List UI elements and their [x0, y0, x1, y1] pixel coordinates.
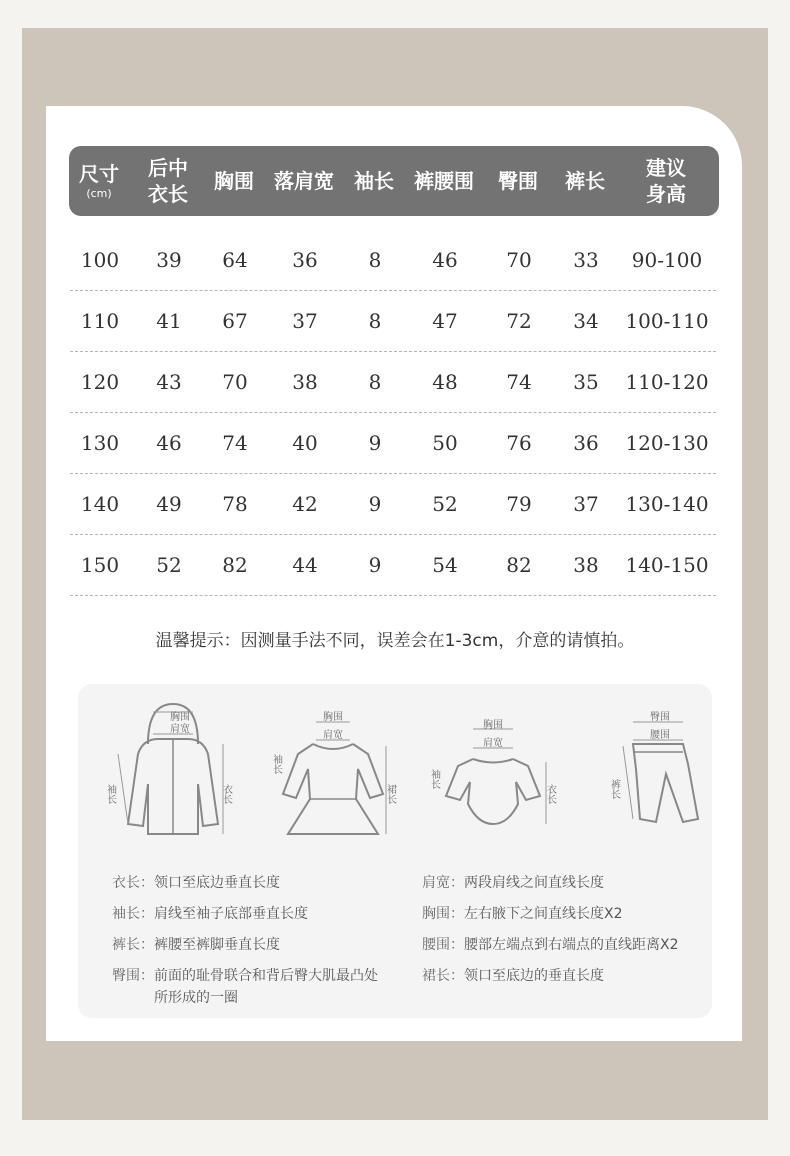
definition-key: 胸围：: [422, 906, 464, 922]
table-cell: 150: [80, 553, 120, 577]
table-row: [70, 474, 716, 535]
definition-text: 裤腰至裤脚垂直长度: [154, 937, 280, 953]
measurement-notice: 温馨提示：因测量手法不同，误差会在1-3cm，介意的请慎拍。: [155, 631, 635, 651]
definition-text: 两段肩线之间直线长度: [464, 875, 604, 891]
header-line2: 衣长: [148, 182, 188, 206]
table-cell: 37: [292, 309, 318, 333]
table-cell: 130-140: [625, 492, 709, 516]
table-cell: 74: [222, 431, 248, 455]
table-cell: 100: [80, 248, 120, 272]
table-cell: 33: [573, 248, 599, 272]
table-cell: 82: [222, 553, 248, 577]
header-cell: [545, 146, 625, 216]
header-line2: (cm): [86, 187, 112, 200]
definition-key: 肩宽：: [422, 875, 464, 891]
table-cell: 40: [292, 431, 318, 455]
table-cell: 74: [506, 370, 532, 394]
jacket-chest-label: 胸围: [170, 712, 190, 723]
table-row: [70, 230, 716, 291]
table-cell: 36: [292, 248, 318, 272]
table-cell: 46: [156, 431, 182, 455]
table-cell: 41: [156, 309, 182, 333]
definition-key: 衣长：: [112, 875, 154, 891]
table-row: [70, 291, 716, 352]
header-cell: [404, 146, 484, 216]
definition-item: [112, 965, 378, 1009]
table-cell: 47: [432, 309, 458, 333]
header-line1: 尺寸: [79, 162, 119, 186]
header-line1: 落肩宽: [274, 169, 334, 193]
definition-item: [422, 903, 623, 925]
table-cell: 110: [80, 309, 120, 333]
definition-key: 裙长：: [422, 968, 464, 984]
table-cell: 100-110: [625, 309, 709, 333]
romper-icon: [418, 684, 568, 844]
header-cell: [626, 146, 706, 216]
header-line1: 臀围: [498, 169, 538, 193]
table-cell: 78: [222, 492, 248, 516]
definition-text: 腰部左端点到右端点的直线距离X2: [464, 937, 679, 953]
table-header: [69, 146, 719, 216]
header-line1: 后中: [148, 156, 188, 180]
table-cell: 8: [368, 370, 382, 394]
table-cell: 110-120: [625, 370, 709, 394]
definition-key: 臀围：: [112, 968, 154, 984]
definition-text: 领口至底边的垂直长度: [464, 968, 604, 984]
dress-shoulder-label: 肩宽: [323, 730, 343, 741]
table-cell: 120-130: [625, 431, 709, 455]
table-cell: 48: [432, 370, 458, 394]
pants-length-label: 裤长: [608, 779, 620, 799]
definition-text: 领口至底边垂直长度: [154, 875, 280, 891]
hooded-jacket-figure: [98, 684, 238, 844]
table-cell: 120: [80, 370, 120, 394]
header-line1: 裤长: [565, 169, 605, 193]
table-cell: 36: [573, 431, 599, 455]
table-cell: 52: [156, 553, 182, 577]
dress-sleeve-label: 袖长: [270, 754, 282, 774]
table-cell: 130: [80, 431, 120, 455]
header-line2: 身高: [646, 182, 686, 206]
jacket-shoulder-label: 肩宽: [170, 724, 190, 735]
dress-chest-label: 胸围: [323, 712, 343, 723]
definition-item: [112, 903, 308, 925]
table-cell: 72: [506, 309, 532, 333]
header-line1: 裤腰围: [414, 169, 474, 193]
table-cell: 42: [292, 492, 318, 516]
table-cell: 140: [80, 492, 120, 516]
definition-item: [422, 872, 604, 894]
table-cell: 67: [222, 309, 248, 333]
definition-text: 肩线至袖子底部垂直长度: [154, 906, 308, 922]
romper-sleeve-label: 袖长: [428, 769, 440, 789]
definition-text: 前面的耻骨联合和背后臀大肌最凸处: [154, 968, 378, 984]
table-cell: 9: [368, 553, 382, 577]
header-line1: 袖长: [354, 169, 394, 193]
pants-hip-label: 臀围: [650, 712, 670, 723]
definition-text: 左右腋下之间直线长度X2: [464, 906, 623, 922]
dress-length-label: 裙长: [384, 784, 396, 804]
table-cell: 46: [432, 248, 458, 272]
table-cell: 35: [573, 370, 599, 394]
table-row: [70, 352, 716, 413]
table-cell: 44: [292, 553, 318, 577]
table-cell: 9: [368, 431, 382, 455]
header-cell: [264, 146, 344, 216]
table-cell: 49: [156, 492, 182, 516]
measurement-guide: [78, 684, 712, 1018]
dress-icon: [258, 684, 398, 844]
pants-figure: [588, 684, 708, 844]
jacket-length-label: 衣长: [220, 784, 232, 804]
table-cell: 90-100: [631, 248, 703, 272]
hooded-jacket-icon: [98, 684, 238, 844]
table-cell: 140-150: [625, 553, 709, 577]
table-cell: 8: [368, 309, 382, 333]
definition-key: 裤长：: [112, 937, 154, 953]
definition-key: 腰围：: [422, 937, 464, 953]
table-cell: 64: [222, 248, 248, 272]
jacket-sleeve-label: 袖长: [104, 784, 116, 804]
table-cell: 39: [156, 248, 182, 272]
definition-item: [112, 934, 280, 956]
romper-length-label: 衣长: [544, 784, 556, 804]
header-cell: [194, 146, 274, 216]
definition-key: 袖长：: [112, 906, 154, 922]
header-line1: 胸围: [214, 169, 254, 193]
header-line1: 建议: [646, 156, 686, 180]
table-cell: 9: [368, 492, 382, 516]
pants-icon: [588, 684, 708, 844]
dress-figure: [258, 684, 398, 844]
table-cell: 43: [156, 370, 182, 394]
romper-shoulder-label: 肩宽: [483, 738, 503, 749]
header-cell: [59, 146, 139, 216]
pants-waist-label: 腰围: [650, 730, 670, 741]
table-cell: 38: [573, 553, 599, 577]
romper-figure: [418, 684, 568, 844]
table-row: [70, 535, 716, 596]
table-cell: 8: [368, 248, 382, 272]
romper-chest-label: 胸围: [483, 720, 503, 731]
table-row: [70, 413, 716, 474]
header-cell: [334, 146, 414, 216]
table-cell: 79: [506, 492, 532, 516]
table-cell: 50: [432, 431, 458, 455]
table-cell: 37: [573, 492, 599, 516]
table-cell: 82: [506, 553, 532, 577]
definition-item: [112, 872, 280, 894]
table-cell: 38: [292, 370, 318, 394]
table-cell: 52: [432, 492, 458, 516]
definition-item: [422, 934, 679, 956]
table-cell: 70: [222, 370, 248, 394]
table-cell: 54: [432, 553, 458, 577]
definition-item: [422, 965, 604, 987]
table-cell: 34: [573, 309, 599, 333]
table-cell: 70: [506, 248, 532, 272]
table-cell: 76: [506, 431, 532, 455]
definition-text-extra: 所形成的一圈: [154, 990, 238, 1006]
